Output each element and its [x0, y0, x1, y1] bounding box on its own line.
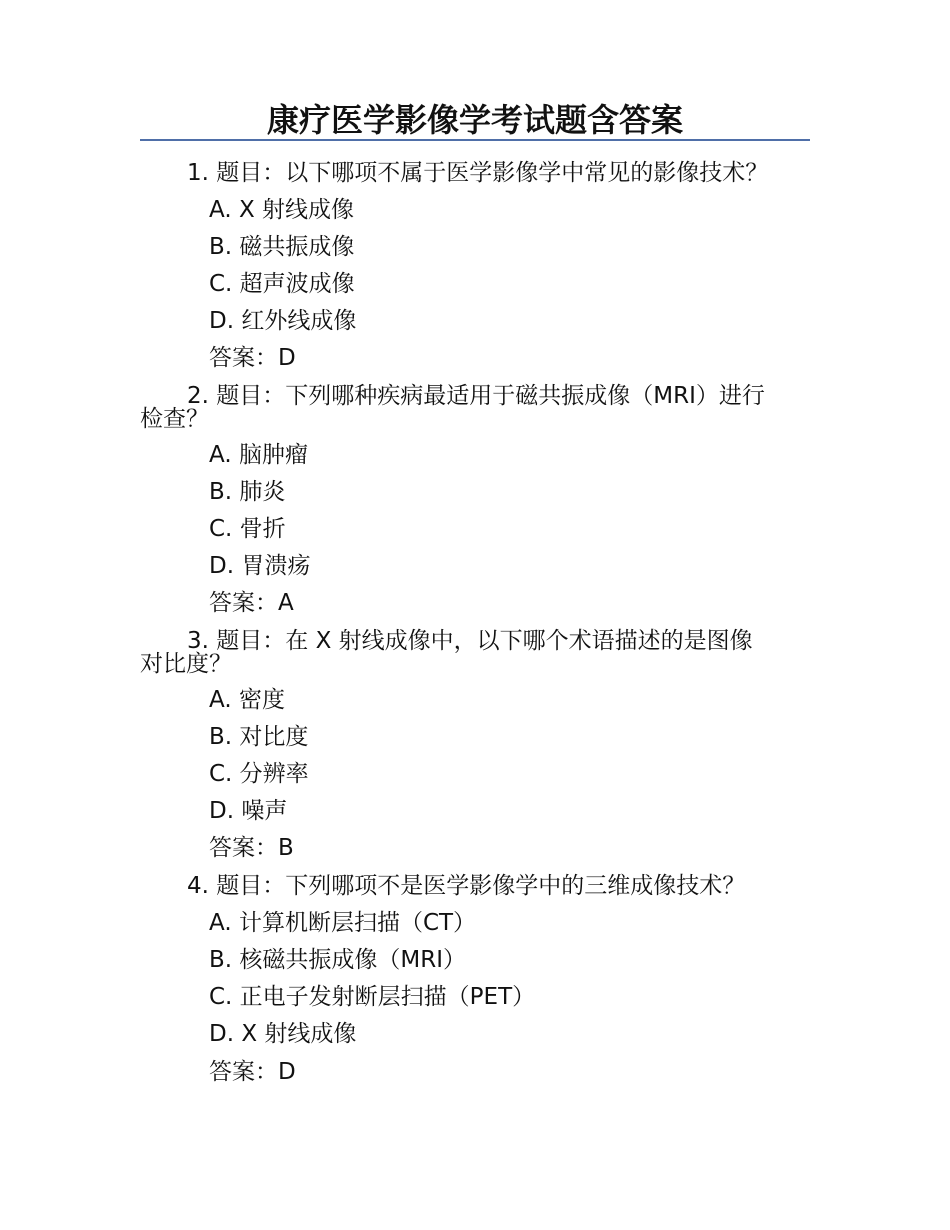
question-2-stem-continued: 检查？ — [140, 406, 209, 432]
question-1-answer: 答案：D — [209, 345, 296, 371]
question-2-answer: 答案：A — [209, 590, 294, 616]
question-2-option-b: B. 肺炎 — [209, 479, 286, 505]
question-1-option-d: D. 红外线成像 — [209, 308, 357, 334]
question-3-option-b: B. 对比度 — [209, 724, 309, 750]
question-2-option-c: C. 骨折 — [209, 516, 286, 542]
question-2-stem: 2. 题目：下列哪种疾病最适用于磁共振成像（MRI）进行 — [187, 383, 765, 409]
question-4-answer: 答案：D — [209, 1059, 296, 1085]
question-3-option-a: A. 密度 — [209, 687, 285, 713]
question-4-stem: 4. 题目：下列哪项不是医学影像学中的三维成像技术？ — [187, 873, 746, 899]
question-1-stem: 1. 题目：以下哪项不属于医学影像学中常见的影像技术？ — [187, 160, 769, 186]
question-1-option-a: A. X 射线成像 — [209, 197, 355, 223]
question-2-option-d: D. 胃溃疡 — [209, 553, 311, 579]
question-4-option-d: D. X 射线成像 — [209, 1021, 357, 1047]
question-3-stem-continued: 对比度？ — [140, 651, 232, 677]
question-3-answer: 答案：B — [209, 835, 294, 861]
question-4-option-b: B. 核磁共振成像（MRI） — [209, 947, 467, 973]
question-1-option-b: B. 磁共振成像 — [209, 234, 355, 260]
question-1-option-c: C. 超声波成像 — [209, 271, 355, 297]
title-underline — [140, 139, 810, 141]
question-2-option-a: A. 脑肿瘤 — [209, 442, 308, 468]
question-3-stem: 3. 题目：在 X 射线成像中，以下哪个术语描述的是图像 — [187, 628, 753, 654]
document-title: 康疗医学影像学考试题含答案 — [266, 101, 683, 139]
question-3-option-d: D. 噪声 — [209, 798, 288, 824]
question-3-option-c: C. 分辨率 — [209, 761, 309, 787]
question-4-option-a: A. 计算机断层扫描（CT） — [209, 910, 477, 936]
question-4-option-c: C. 正电子发射断层扫描（PET） — [209, 984, 536, 1010]
